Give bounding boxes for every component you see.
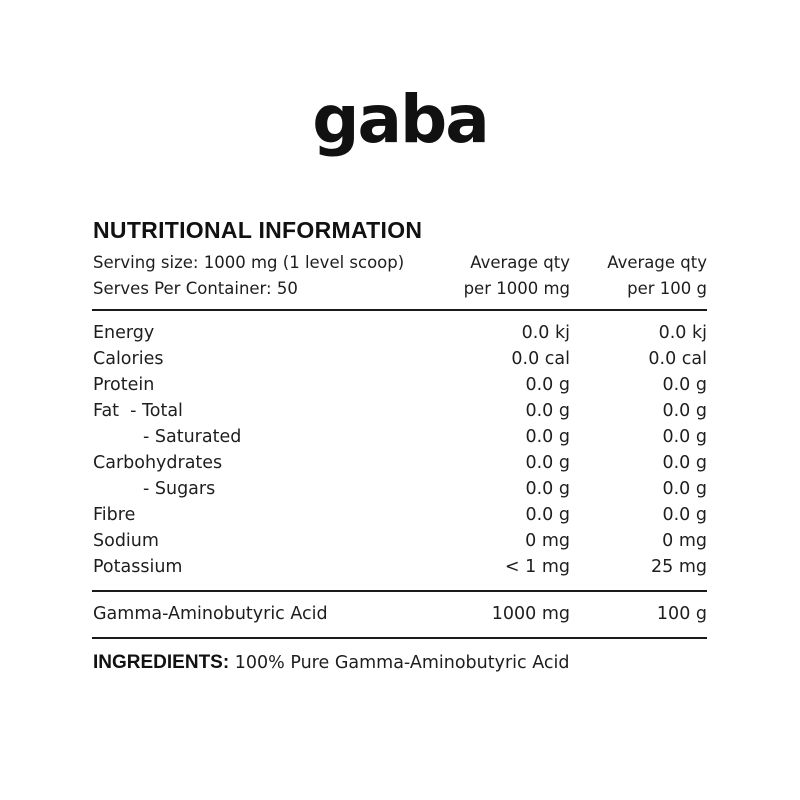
nutrient-label: Carbohydrates [93, 453, 223, 473]
brand-logo: gaba [312, 81, 488, 158]
per-serve-value: 1000 mg [491, 604, 570, 624]
nutrient-row-fibre [93, 502, 707, 528]
per-serve-value: 0.0 kj [521, 323, 570, 343]
ingredients-statement [93, 650, 569, 676]
per-100g-value: 0.0 kj [658, 323, 707, 343]
per-100g-value: 0.0 g [662, 375, 707, 395]
per-100g-value: 0.0 g [662, 427, 707, 447]
nutrient-row-potassium [93, 554, 707, 580]
per-serve-value: 0.0 g [525, 453, 570, 473]
divider-middle [92, 590, 707, 592]
per-serve-value: 0 mg [525, 531, 570, 551]
active-ingredient-label: Gamma-Aminobutyric Acid [93, 604, 328, 624]
serving-size: Serving size: 1000 mg (1 level scoop) [93, 253, 405, 272]
nutrient-row-sodium [93, 528, 707, 554]
col1-header-line1: Average qty [470, 253, 570, 272]
nutrient-label: Energy [93, 323, 155, 343]
nutrient-label: Protein [93, 375, 155, 395]
per-serve-value: 0.0 g [525, 505, 570, 525]
nutrient-label: - Sugars [143, 479, 216, 499]
nutrient-row-carbohydrates [93, 450, 707, 476]
ingredients-text: 100% Pure Gamma-Aminobutyric Acid [229, 653, 570, 673]
nutrient-label: Calories [93, 349, 164, 369]
panel-title: NUTRITIONAL INFORMATION [93, 217, 423, 243]
nutrient-row-calories [93, 346, 707, 372]
nutrient-label: Sodium [93, 531, 159, 551]
per-serve-value: 0.0 g [525, 427, 570, 447]
per-100g-value: 0 mg [662, 531, 707, 551]
nutrient-row-fat-total [93, 398, 707, 424]
per-serve-value: < 1 mg [504, 557, 570, 577]
nutrient-label: Fat - Total [93, 401, 183, 421]
header-row-2 [93, 276, 707, 302]
per-serve-value: 0.0 cal [511, 349, 570, 369]
nutrient-label: - Saturated [143, 427, 242, 447]
serves-per-container: Serves Per Container: 50 [93, 279, 298, 298]
nutrient-label: Fibre [93, 505, 136, 525]
per-100g-value: 0.0 cal [648, 349, 707, 369]
nutrient-row-protein [93, 372, 707, 398]
active-ingredient-row [93, 601, 707, 627]
col1-header-line2: per 1000 mg [463, 279, 570, 298]
header-row-1 [93, 250, 707, 276]
divider-bottom [92, 637, 707, 639]
per-100g-value: 0.0 g [662, 505, 707, 525]
per-100g-value: 0.0 g [662, 479, 707, 499]
per-100g-value: 25 mg [651, 557, 707, 577]
nutrient-row-energy [93, 320, 707, 346]
per-serve-value: 0.0 g [525, 375, 570, 395]
ingredients-label: INGREDIENTS: [93, 652, 230, 673]
nutrient-row-fat-saturated [93, 424, 707, 450]
per-serve-value: 0.0 g [525, 401, 570, 421]
per-100g-value: 0.0 g [662, 453, 707, 473]
col2-header-line2: per 100 g [627, 279, 707, 298]
divider-top [92, 309, 707, 311]
per-serve-value: 0.0 g [525, 479, 570, 499]
col2-header-line1: Average qty [607, 253, 707, 272]
nutrient-row-sugars [93, 476, 707, 502]
per-100g-value: 0.0 g [662, 401, 707, 421]
per-100g-value: 100 g [656, 604, 707, 624]
nutrient-label: Potassium [93, 557, 183, 577]
